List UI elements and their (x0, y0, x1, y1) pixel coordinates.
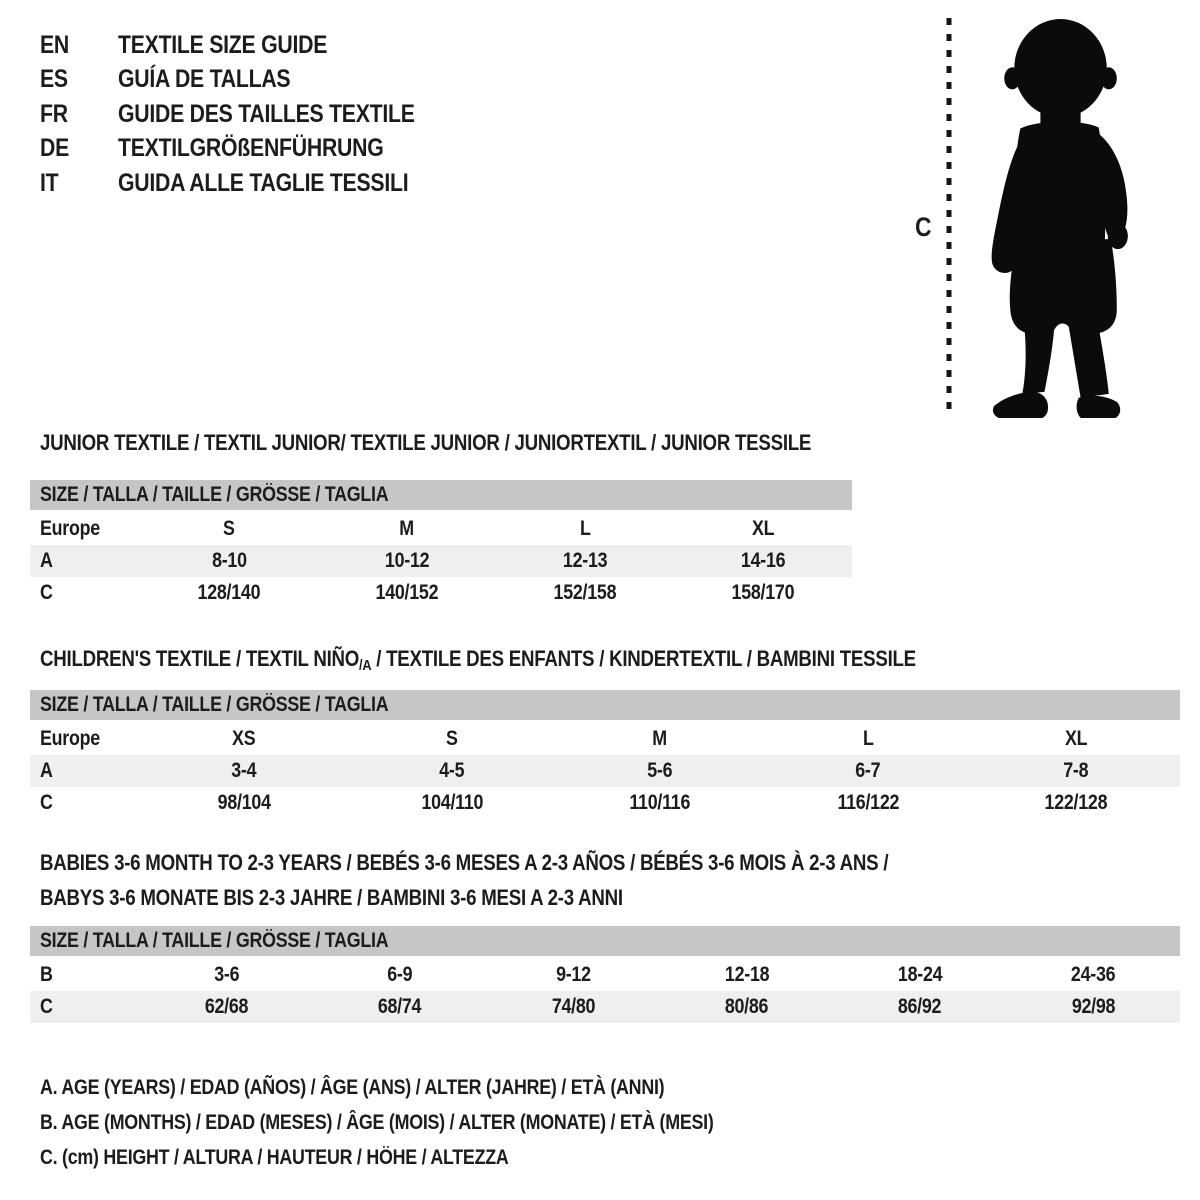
table-cell: 6-9 (387, 963, 413, 986)
table-cell: XL (751, 517, 775, 540)
height-measure-figure (905, 10, 1165, 422)
table-cell: M (652, 727, 668, 750)
children-size-header-text: SIZE / TALLA / TAILLE / GRÖSSE / TAGLIA (40, 693, 389, 716)
lang-row-es (40, 63, 467, 98)
table-cell: 128/140 (197, 581, 261, 604)
table-cell: M (399, 517, 415, 540)
table-cell: 8-10 (211, 549, 247, 572)
footnote-age-years (40, 1076, 775, 1100)
lang-code-de: DE (40, 134, 70, 163)
height-c-label: C (915, 212, 932, 242)
junior-size-table (30, 480, 852, 609)
table-cell: 62/68 (204, 995, 249, 1018)
lang-title-it: GUIDA ALLE TAGLIE TESSILI (118, 168, 409, 197)
junior-size-header-text: SIZE / TALLA / TAILLE / GRÖSSE / TAGLIA (40, 483, 389, 506)
table-cell: XS (232, 727, 256, 750)
children-size-header-bar (30, 690, 1180, 720)
table-cell: 92/98 (1071, 995, 1116, 1018)
row-label: Europe (40, 517, 100, 540)
babies-section-title-line1 (40, 850, 1038, 876)
table-cell: 6-7 (855, 759, 881, 782)
lang-row-it (40, 166, 467, 201)
table-cell: 12-13 (562, 549, 608, 572)
babies-size-table (30, 926, 1180, 1023)
table-cell: 18-24 (897, 963, 943, 986)
table-cell: 24-36 (1071, 963, 1116, 986)
footnote-height-cm (40, 1146, 591, 1170)
table-cell: 140/152 (375, 581, 439, 604)
footnote-age-months-text: B. AGE (MONTHS) / EDAD (MESES) / ÂGE (MOIS) / ALTER (MONATE) / ETÀ (MESI) (40, 1111, 714, 1134)
height-dashed-line-icon (945, 18, 953, 416)
babies-section-title-line1-text: BABIES 3-6 MONTH TO 2-3 YEARS / BEBÉS 3-6 MESES A 2-3 AÑOS / BÉBÉS 3-6 MOIS À 2-3 ANS / (40, 850, 889, 875)
children-section-title-text: CHILDREN'S TEXTILE / TEXTIL NIÑO/A / TEXTILE DES ENFANTS / KINDERTEXTIL / BAMBINI TESSILE (40, 646, 916, 674)
table-cell: 104/110 (421, 791, 483, 814)
children-section-title (40, 646, 1070, 674)
junior-section-title (40, 430, 947, 456)
lang-title-en: TEXTILE SIZE GUIDE (118, 30, 328, 59)
lang-row-de (40, 132, 467, 167)
table-cell: 9-12 (555, 963, 591, 986)
table-cell: 10-12 (384, 549, 430, 572)
table-cell: 68/74 (378, 995, 422, 1018)
lang-code-it: IT (40, 168, 59, 197)
table-cell: 74/80 (551, 995, 596, 1018)
babies-size-header-text: SIZE / TALLA / TAILLE / GRÖSSE / TAGLIA (40, 929, 389, 952)
lang-row-fr (40, 97, 467, 132)
row-label: C (40, 995, 53, 1018)
children-title-subscript: /A (359, 657, 372, 674)
lang-title-de: TEXTILGRÖßENFÜHRUNG (118, 134, 384, 163)
lang-code-en: EN (40, 30, 70, 59)
footnote-age-years-text: A. AGE (YEARS) / EDAD (AÑOS) / ÂGE (ANS) / ALTER (JAHRE) / ETÀ (ANNI) (40, 1076, 665, 1099)
table-cell: 14-16 (740, 549, 786, 572)
row-label: B (40, 963, 53, 986)
table-cell: S (446, 727, 458, 750)
babies-size-header-bar (30, 926, 1180, 956)
lang-title-fr: GUIDE DES TAILLES TEXTILE (118, 99, 415, 128)
table-cell: 86/92 (898, 995, 942, 1018)
table-cell: L (579, 517, 591, 540)
table-cell: 98/104 (217, 791, 271, 814)
children-size-table (30, 690, 1180, 819)
table-cell: 3-6 (214, 963, 240, 986)
table-cell: 7-8 (1063, 759, 1089, 782)
row-label: A (40, 549, 53, 572)
table-cell: 152/158 (553, 581, 617, 604)
lang-code-fr: FR (40, 99, 68, 128)
table-cell: 158/170 (731, 581, 795, 604)
lang-title-es: GUÍA DE TALLAS (118, 65, 291, 94)
language-title-block (40, 28, 467, 201)
table-cell: 116/122 (837, 791, 899, 814)
junior-section-title-text: JUNIOR TEXTILE / TEXTIL JUNIOR/ TEXTILE JUNIOR / JUNIORTEXTIL / JUNIOR TESSILE (40, 430, 812, 455)
row-label: Europe (40, 727, 100, 750)
row-label: C (40, 791, 53, 814)
lang-row-en (40, 28, 467, 63)
row-label: A (40, 759, 53, 782)
children-row-europe (30, 723, 1180, 755)
children-row-height (30, 787, 1180, 819)
table-cell: 122/128 (1044, 791, 1108, 814)
junior-row-europe (30, 513, 852, 545)
children-row-age (30, 755, 1180, 787)
table-cell: 3-4 (231, 759, 257, 782)
table-cell: XL (1064, 727, 1088, 750)
table-cell: L (862, 727, 874, 750)
babies-section-title-line2-text: BABYS 3-6 MONATE BIS 2-3 JAHRE / BAMBINI 3-6 MESI A 2-3 ANNI (40, 885, 623, 910)
footnote-height-cm-text: C. (cm) HEIGHT / ALTURA / HAUTEUR / HÖHE / ALTEZZA (40, 1146, 509, 1169)
lang-code-es: ES (40, 65, 68, 94)
row-label: C (40, 581, 53, 604)
table-cell: 110/116 (629, 791, 691, 814)
footnote-age-months (40, 1111, 832, 1135)
baby-silhouette-icon (967, 16, 1145, 418)
table-cell: 80/86 (724, 995, 769, 1018)
babies-section-title-line2 (40, 885, 726, 911)
junior-size-header-bar (30, 480, 852, 510)
table-cell: 5-6 (647, 759, 673, 782)
babies-row-months (30, 959, 1180, 991)
babies-row-height (30, 991, 1180, 1023)
table-cell: 12-18 (724, 963, 769, 986)
table-cell: S (223, 517, 235, 540)
junior-row-age (30, 545, 852, 577)
junior-row-height (30, 577, 852, 609)
table-cell: 4-5 (439, 759, 465, 782)
